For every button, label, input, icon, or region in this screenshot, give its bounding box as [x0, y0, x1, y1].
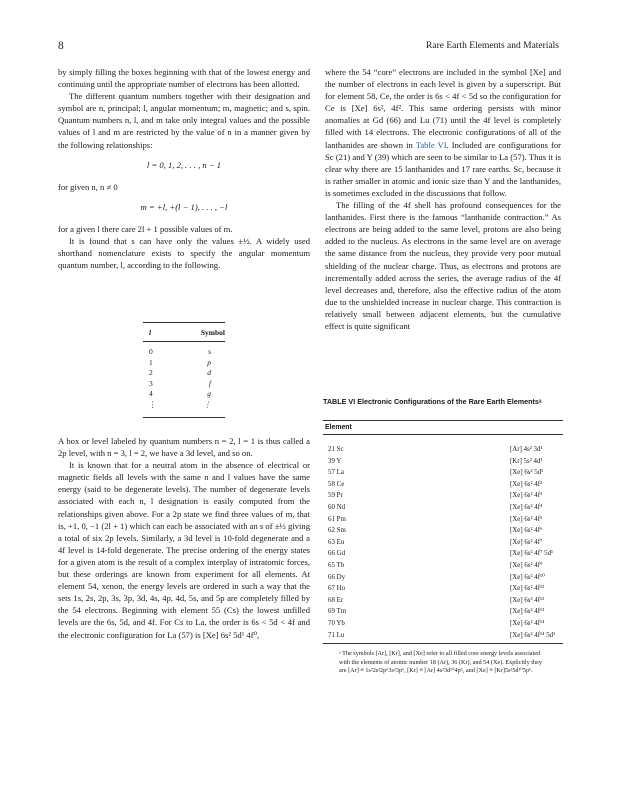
element-cell: 65 Tb — [328, 561, 345, 569]
configuration-cell: [Xe] 6s² 4f⁶ — [510, 527, 543, 535]
element-cell: 61 Pm — [328, 515, 346, 523]
symbol-l-value: 2 — [149, 368, 153, 378]
left-paragraph-6: It is known that for a neutral atom in the absence of electrical or magnetic fields all levels with the same n and l values have the same energy (said to be degenerate levels). The number of degenerate levels associated with each n, l designation is easily computed from the relationships given above. For a 2p state we find three values of m, that is, +1, 0, −1 (2l + 1) which can each be associated with an s of ±½ giving a total of six 2p levels. Similarly, a 3d level is 10-fold degenerate and a 4f level is 14-fold degenerate. The precise ordering of the energy states for a given atom is the result of a complex interplay of intratomic forces, but these orderings are known from experiment for all elements. At element 54, xenon, the energy levels are ordered in such a way that the sets 1s, 2s, 2p, 3s, 3p, 3d, 4s, 4p, 4d, 5s, and 5p are completely filled by the 54 electrons. Beginning with element 55 (Cs) the lowest unfilled levels are the 6s, 5d, and 4f. For Cs to La, the order is 6s < 5d < 4f and the electronic configuration for La (57) is [Xe] 6s² 5d¹ 4f⁰, — [58, 460, 310, 640]
configuration-cell: [Xe] 6s² 4f⁵ — [510, 515, 543, 523]
symbol-table-row — [143, 368, 225, 379]
table-vi-row — [323, 572, 563, 584]
configuration-cell: [Xe] 6s² 4f¹¹ — [510, 585, 545, 593]
element-cell: 63 Eu — [328, 538, 345, 546]
configuration-cell: [Xe] 6s² 4f¹³ — [510, 608, 545, 616]
element-cell: 59 Pr — [328, 492, 343, 500]
table-vi — [323, 420, 563, 676]
table-vi-row — [323, 490, 563, 502]
equation-l-values: l = 0, 1, 2, . . . , n − 1 — [146, 159, 222, 170]
symbol-l-value: 1 — [149, 357, 153, 367]
configuration-cell: [Xe] 6s² 4f¹⁰ — [510, 573, 545, 581]
element-cell: 21 Sc — [328, 446, 344, 453]
right-paragraph-1 — [325, 66, 561, 199]
table-vi-header: Element — [323, 420, 563, 435]
configuration-cell: [Kr] 5s² 4d¹ — [510, 457, 543, 465]
configuration-cell: [Xe] 6s² 4f⁴ — [510, 503, 543, 511]
symbol-table-row — [143, 358, 225, 369]
right-paragraph-2: The filling of the 4f shell has profound consequences for the lanthanides. First there is the famous “lanthanide contraction.” As electrons are being added to the same level, protons are also being added to the nucleus. As electrons in the same level are on average the same distance from the nucleus, they provide very poor mutual shielding of the nuclear charge. Thus, as electrons and protons are incrementally added across the series, the average radius of the 4f level decreases and, therefore, also the effective radius of the atom due to the unshielded increase in nuclear charge. This contraction is relatively small between adjacent elements, but the cumulative effect is quite significant — [325, 200, 561, 331]
for-given-n: for given n, n ≠ 0 — [58, 181, 118, 192]
element-cell: 62 Sm — [328, 527, 346, 535]
table-vi-row — [323, 514, 563, 526]
table-vi-row — [323, 548, 563, 560]
table-vi-row — [323, 606, 563, 618]
configuration-cell: [Xe] 6s² 4f¹⁴ — [510, 619, 545, 627]
page-number: 8 — [58, 40, 64, 52]
left-paragraph-4: It is found that s can have only the values ±½. A widely used shorthand nomenclature exists to specify the angular momentum quantum number, l, according to the following. — [58, 236, 310, 271]
configuration-cell: [Xe] 6s² 4f² — [510, 480, 543, 488]
configuration-cell: [Xe] 6s² 4f⁷ 5d¹ — [510, 550, 554, 558]
symbol-letter: d — [207, 368, 211, 378]
configuration-cell: [Xe] 6s² 4f⁷ — [510, 538, 543, 546]
table-vi-caption: TABLE VI Electronic Configurations of the Rare Earth Elementsᵃ — [323, 397, 542, 406]
left-paragraph-2: The different quantum numbers together with their designation and symbol are n, principal; l, angular momentum; m, magnetic; and s, spin. Quantum numbers n, l, and m take only integral values and the possible values of l and m are restricted by the value of n in a manner given by the following relationships: — [58, 91, 310, 150]
table-vi-row — [323, 456, 563, 468]
table-vi-row — [323, 502, 563, 514]
table-vi-row — [323, 630, 563, 642]
symbol-l-value: ⋮ — [149, 399, 157, 409]
configuration-cell: [Xe] 6s² 5d¹ — [510, 469, 544, 477]
table-vi-footnote: ᵃ The symbols [Ar], [Kr], and [Xe] refer to all filled core energy levels associated with the elements of atomic number 18 (Ar), 36 (Kr), and 54 (Xe). Explicitly they are [Ar] ≡ 1s²2s²2p⁶3s²3p⁶, [Kr] ≡ [Ar] 4s²3d¹⁰4p⁶, and [Xe] ≡ [Kr]5s²5d¹⁰5p⁶. — [339, 650, 542, 675]
symbol-table-header-l: l — [149, 328, 152, 337]
left-paragraph-3: for a given l there care 2l + 1 possible values of m. — [58, 223, 233, 234]
right-column — [325, 66, 561, 332]
configuration-cell: [Xe] 6s² 4f³ — [510, 492, 543, 500]
left-paragraph-5: A box or level labeled by quantum numbers n = 2, l = 1 is thus called a 2p level, with n = 3, l = 2, we have a 3d level, and so on. — [58, 436, 310, 459]
element-cell: 60 Nd — [328, 503, 346, 511]
table-vi-row — [323, 618, 563, 630]
symbol-l-value: 4 — [149, 389, 153, 399]
left-column-lower — [58, 435, 310, 641]
table-vi-row — [323, 583, 563, 595]
left-column-upper — [58, 66, 310, 271]
right-paragraph-1-text: where the 54 “core” electrons are included in the symbol [Xe] and the number of electrons in each level is given by a superscript. But for element 58, Ce, the order is 6s < 4f < 5d so the configuration for Ce is [Xe] 6s², 4f². This same ordering persists with minor anomalies at Gd (66) and Lu (71) until the 4f level is completely filled with 14 electrons. The electronic configurations of all of the lanthanides are shown in — [325, 67, 561, 150]
element-cell: 67 Ho — [328, 585, 346, 593]
symbol-letter: p — [207, 357, 211, 367]
symbol-table-row — [143, 400, 225, 411]
element-cell: 69 Tm — [328, 608, 347, 616]
table-vi-row — [323, 537, 563, 549]
symbol-table-bottom-rule — [143, 417, 225, 418]
symbol-table — [143, 322, 225, 418]
table-vi-row — [323, 444, 563, 456]
symbol-table-header — [143, 322, 225, 342]
element-cell: 66 Gd — [328, 550, 346, 558]
table-vi-row — [323, 467, 563, 479]
symbol-l-value: 0 — [149, 347, 153, 356]
symbol-letter: ⋮ — [203, 399, 211, 409]
element-cell: 58 Ce — [328, 480, 345, 488]
running-title: Rare Earth Elements and Materials — [426, 41, 559, 51]
table-vi-row — [323, 595, 563, 607]
table-vi-body — [323, 435, 563, 641]
symbol-letter: g — [207, 389, 211, 399]
equation-m-values: m = +l, +(l − 1), . . . , −l — [140, 201, 228, 212]
symbol-table-row — [143, 347, 225, 358]
element-cell: 68 Er — [328, 596, 344, 604]
table-vi-row — [323, 525, 563, 537]
element-cell: 66 Dy — [328, 573, 346, 581]
table-vi-link[interactable]: Table VI — [415, 139, 447, 150]
element-cell: 57 La — [328, 469, 344, 477]
table-vi-row — [323, 560, 563, 572]
symbol-l-value: 3 — [149, 378, 153, 388]
configuration-cell: [Ar] 4s² 3d¹ — [510, 446, 543, 453]
configuration-cell: [Xe] 6s² 4f⁹ — [510, 561, 543, 569]
symbol-letter: f — [208, 378, 211, 388]
configuration-cell: [Xe] 6s² 4f¹² — [510, 596, 545, 604]
configuration-cell: [Xe] 6s² 4f¹⁴ 5d¹ — [510, 631, 556, 639]
symbol-table-header-symbol: Symbol — [200, 328, 225, 337]
right-paragraph-1-text-cont: . Included are configurations for Sc (21) and Y (39) which are seen to be similar to La (57). Thus it is clear why there are 15 lanthanides and 17 rare earths. Sc, because it is rather smaller in atomic and ionic size than Y and the lanthanides, is sometimes excluded in the discussions that follow. — [325, 139, 562, 198]
symbol-table-row — [143, 379, 225, 390]
element-cell: 39 Y — [328, 457, 342, 465]
element-cell: 71 Lu — [328, 631, 345, 639]
symbol-letter: s — [208, 347, 211, 356]
table-vi-row — [323, 479, 563, 491]
left-paragraph-1: by simply filling the boxes beginning with that of the lowest energy and continuing until the appropriate number of electrons has been allotted. — [58, 67, 310, 90]
symbol-table-row — [143, 389, 225, 400]
table-vi-bottom-rule — [323, 643, 563, 644]
element-cell: 70 Yb — [328, 619, 345, 627]
